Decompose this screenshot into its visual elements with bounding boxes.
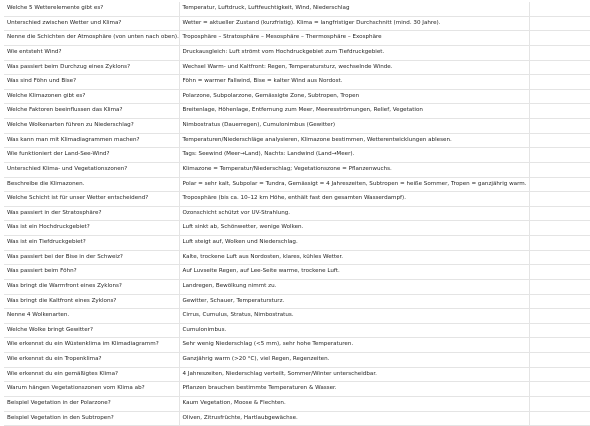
answer-cell[interactable]: Wechsel Warm- und Kaltfront: Regen, Temperatursturz, wechselnde Winde. (179, 60, 529, 75)
table-row (0, 119, 590, 134)
table-row (0, 45, 590, 60)
empty-cell[interactable] (529, 338, 590, 353)
empty-cell[interactable] (529, 250, 590, 265)
table-row (0, 221, 590, 236)
question-cell[interactable]: Nenne die Schichten der Atmosphäre (von unten nach oben). (4, 31, 179, 46)
answer-cell[interactable]: Tags: Seewind (Meer→Land), Nachts: Landwind (Land→Meer). (179, 148, 529, 163)
empty-cell[interactable] (529, 2, 590, 16)
table-row (0, 162, 590, 177)
qa-table (0, 2, 590, 426)
spreadsheet-view (0, 2, 590, 421)
answer-cell[interactable]: Polar = sehr kalt, Subpolar = Tundra, Gemässigt = 4 Jahreszeiten, Subtropen = heiße Sommer, Tropen = ganzjährig warm. (179, 177, 529, 192)
empty-cell[interactable] (529, 192, 590, 207)
empty-cell[interactable] (529, 294, 590, 309)
table-row (0, 192, 590, 207)
answer-cell[interactable]: Troposphäre – Stratosphäre – Mesosphäre – Thermosphäre – Exosphäre (179, 31, 529, 46)
question-cell[interactable]: Was passiert beim Föhn? (4, 265, 179, 280)
answer-cell[interactable]: Polarzone, Subpolarzone, Gemässigte Zone, Subtropen, Tropen (179, 89, 529, 104)
empty-cell[interactable] (529, 104, 590, 119)
question-cell[interactable]: Warum hängen Vegetationszonen vom Klima ab? (4, 382, 179, 397)
answer-cell[interactable]: Föhn = warmer Fallwind, Bise = kalter Wind aus Nordost. (179, 75, 529, 90)
question-cell[interactable]: Beschreibe die Klimazonen. (4, 177, 179, 192)
answer-cell[interactable]: Oliven, Zitrusfrüchte, Hartlaubgewächse. (179, 411, 529, 426)
empty-cell[interactable] (529, 16, 590, 31)
table-row (0, 294, 590, 309)
answer-cell[interactable]: Gewitter, Schauer, Temperatursturz. (179, 294, 529, 309)
table-row (0, 265, 590, 280)
question-cell[interactable]: Was ist ein Tiefdruckgebiet? (4, 236, 179, 251)
table-row (0, 177, 590, 192)
answer-cell[interactable]: Klimazone = Temperatur/Niederschlag; Vegetationszone = Pflanzenwuchs. (179, 162, 529, 177)
question-cell[interactable]: Was bringt die Kaltfront eines Zyklons? (4, 294, 179, 309)
question-cell[interactable]: Welche Klimazonen gibt es? (4, 89, 179, 104)
answer-cell[interactable]: Pflanzen brauchen bestimmte Temperaturen & Wasser. (179, 382, 529, 397)
table-row (0, 353, 590, 368)
answer-cell[interactable]: Cirrus, Cumulus, Stratus, Nimbostratus. (179, 309, 529, 324)
question-cell[interactable]: Was passiert beim Durchzug eines Zyklons? (4, 60, 179, 75)
answer-cell[interactable]: Kalte, trockene Luft aus Nordosten, klares, kühles Wetter. (179, 250, 529, 265)
table-row (0, 206, 590, 221)
empty-cell[interactable] (529, 162, 590, 177)
question-cell[interactable]: Was kann man mit Klimadiagrammen machen? (4, 133, 179, 148)
table-row (0, 2, 590, 16)
answer-cell[interactable]: Temperatur, Luftdruck, Luftfeuchtigkeit, Wind, Niederschlag (179, 2, 529, 16)
empty-cell[interactable] (529, 177, 590, 192)
question-cell[interactable]: Unterschied Klima- und Vegetationszonen? (4, 162, 179, 177)
table-row (0, 309, 590, 324)
empty-cell[interactable] (529, 265, 590, 280)
table-row (0, 396, 590, 411)
question-cell[interactable]: Welche 5 Wetterelemente gibt es? (4, 2, 179, 16)
answer-cell[interactable]: Ganzjährig warm (>20 °C), viel Regen, Regenzeiten. (179, 353, 529, 368)
empty-cell[interactable] (529, 75, 590, 90)
question-cell[interactable]: Was ist ein Hochdruckgebiet? (4, 221, 179, 236)
answer-cell[interactable]: Cumulonimbus. (179, 323, 529, 338)
answer-cell[interactable]: Luft steigt auf, Wolken und Niederschlag. (179, 236, 529, 251)
table-row (0, 250, 590, 265)
question-cell[interactable]: Was bringt die Warmfront eines Zyklons? (4, 279, 179, 294)
table-row (0, 279, 590, 294)
question-cell[interactable]: Welche Wolke bringt Gewitter? (4, 323, 179, 338)
empty-cell[interactable] (529, 148, 590, 163)
empty-cell[interactable] (529, 279, 590, 294)
table-row (0, 148, 590, 163)
question-cell[interactable]: Wie erkennst du ein gemäßigtes Klima? (4, 367, 179, 382)
answer-cell[interactable]: Ozonschicht schützt vor UV-Strahlung. (179, 206, 529, 221)
answer-cell[interactable]: Kaum Vegetation, Moose & Flechten. (179, 396, 529, 411)
question-cell[interactable]: Wie funktioniert der Land-See-Wind? (4, 148, 179, 163)
question-cell[interactable]: Was passiert in der Stratosphäre? (4, 206, 179, 221)
table-row (0, 31, 590, 46)
question-cell[interactable]: Unterschied zwischen Wetter und Klima? (4, 16, 179, 31)
question-cell[interactable]: Wie entsteht Wind? (4, 45, 179, 60)
table-row (0, 16, 590, 31)
qa-table-body (0, 2, 590, 426)
answer-cell[interactable]: Wetter = aktueller Zustand (kurzfristig). Klima = langfristiger Durchschnitt (mind. 30 Jahre). (179, 16, 529, 31)
answer-cell[interactable]: Troposphäre (bis ca. 10–12 km Höhe, enthält fast den gesamten Wasserdampf). (179, 192, 529, 207)
empty-cell[interactable] (529, 411, 590, 426)
empty-cell[interactable] (529, 89, 590, 104)
empty-cell[interactable] (529, 60, 590, 75)
question-cell[interactable]: Welche Schicht ist für unser Wetter entscheidend? (4, 192, 179, 207)
table-row (0, 323, 590, 338)
table-row (0, 236, 590, 251)
question-cell[interactable]: Beispiel Vegetation in den Subtropen? (4, 411, 179, 426)
question-cell[interactable]: Nenne 4 Wolkenarten. (4, 309, 179, 324)
table-row (0, 367, 590, 382)
question-cell[interactable]: Wie erkennst du ein Wüstenklima im Klimadiagramm? (4, 338, 179, 353)
answer-cell[interactable]: 4 Jahreszeiten, Niederschlag verteilt, Sommer/Winter unterscheidbar. (179, 367, 529, 382)
answer-cell[interactable]: Nimbostratus (Dauerregen), Cumulonimbus (Gewitter) (179, 119, 529, 134)
question-cell[interactable]: Wie erkennst du ein Tropenklima? (4, 353, 179, 368)
table-row (0, 411, 590, 426)
empty-cell[interactable] (529, 206, 590, 221)
table-row (0, 75, 590, 90)
answer-cell[interactable]: Auf Luvseite Regen, auf Lee-Seite warme, trockene Luft. (179, 265, 529, 280)
answer-cell[interactable]: Sehr wenig Niederschlag (<5 mm), sehr hohe Temperaturen. (179, 338, 529, 353)
question-cell[interactable]: Was sind Föhn und Bise? (4, 75, 179, 90)
question-cell[interactable]: Welche Faktoren beeinflussen das Klima? (4, 104, 179, 119)
question-cell[interactable]: Was passiert bei der Bise in der Schweiz? (4, 250, 179, 265)
answer-cell[interactable]: Temperaturen/Niederschläge analysieren, Klimazone bestimmen, Wetterentwicklungen ablesen. (179, 133, 529, 148)
question-cell[interactable]: Welche Wolkenarten führen zu Niederschlag? (4, 119, 179, 134)
empty-cell[interactable] (529, 119, 590, 134)
table-row (0, 133, 590, 148)
empty-cell[interactable] (529, 45, 590, 60)
question-cell[interactable]: Beispiel Vegetation in der Polarzone? (4, 396, 179, 411)
table-row (0, 60, 590, 75)
answer-cell[interactable]: Landregen, Bewölkung nimmt zu. (179, 279, 529, 294)
empty-cell[interactable] (529, 396, 590, 411)
empty-cell[interactable] (529, 323, 590, 338)
empty-cell[interactable] (529, 31, 590, 46)
empty-cell[interactable] (529, 367, 590, 382)
answer-cell[interactable]: Druckausgleich: Luft strömt vom Hochdruckgebiet zum Tiefdruckgebiet. (179, 45, 529, 60)
empty-cell[interactable] (529, 236, 590, 251)
empty-cell[interactable] (529, 133, 590, 148)
empty-cell[interactable] (529, 382, 590, 397)
table-row (0, 382, 590, 397)
answer-cell[interactable]: Breitenlage, Höhenlage, Entfernung zum Meer, Meeresströmungen, Relief, Vegetation (179, 104, 529, 119)
empty-cell[interactable] (529, 353, 590, 368)
empty-cell[interactable] (529, 309, 590, 324)
table-row (0, 89, 590, 104)
table-row (0, 338, 590, 353)
answer-cell[interactable]: Luft sinkt ab, Schönwetter, wenige Wolken. (179, 221, 529, 236)
empty-cell[interactable] (529, 221, 590, 236)
table-row (0, 104, 590, 119)
